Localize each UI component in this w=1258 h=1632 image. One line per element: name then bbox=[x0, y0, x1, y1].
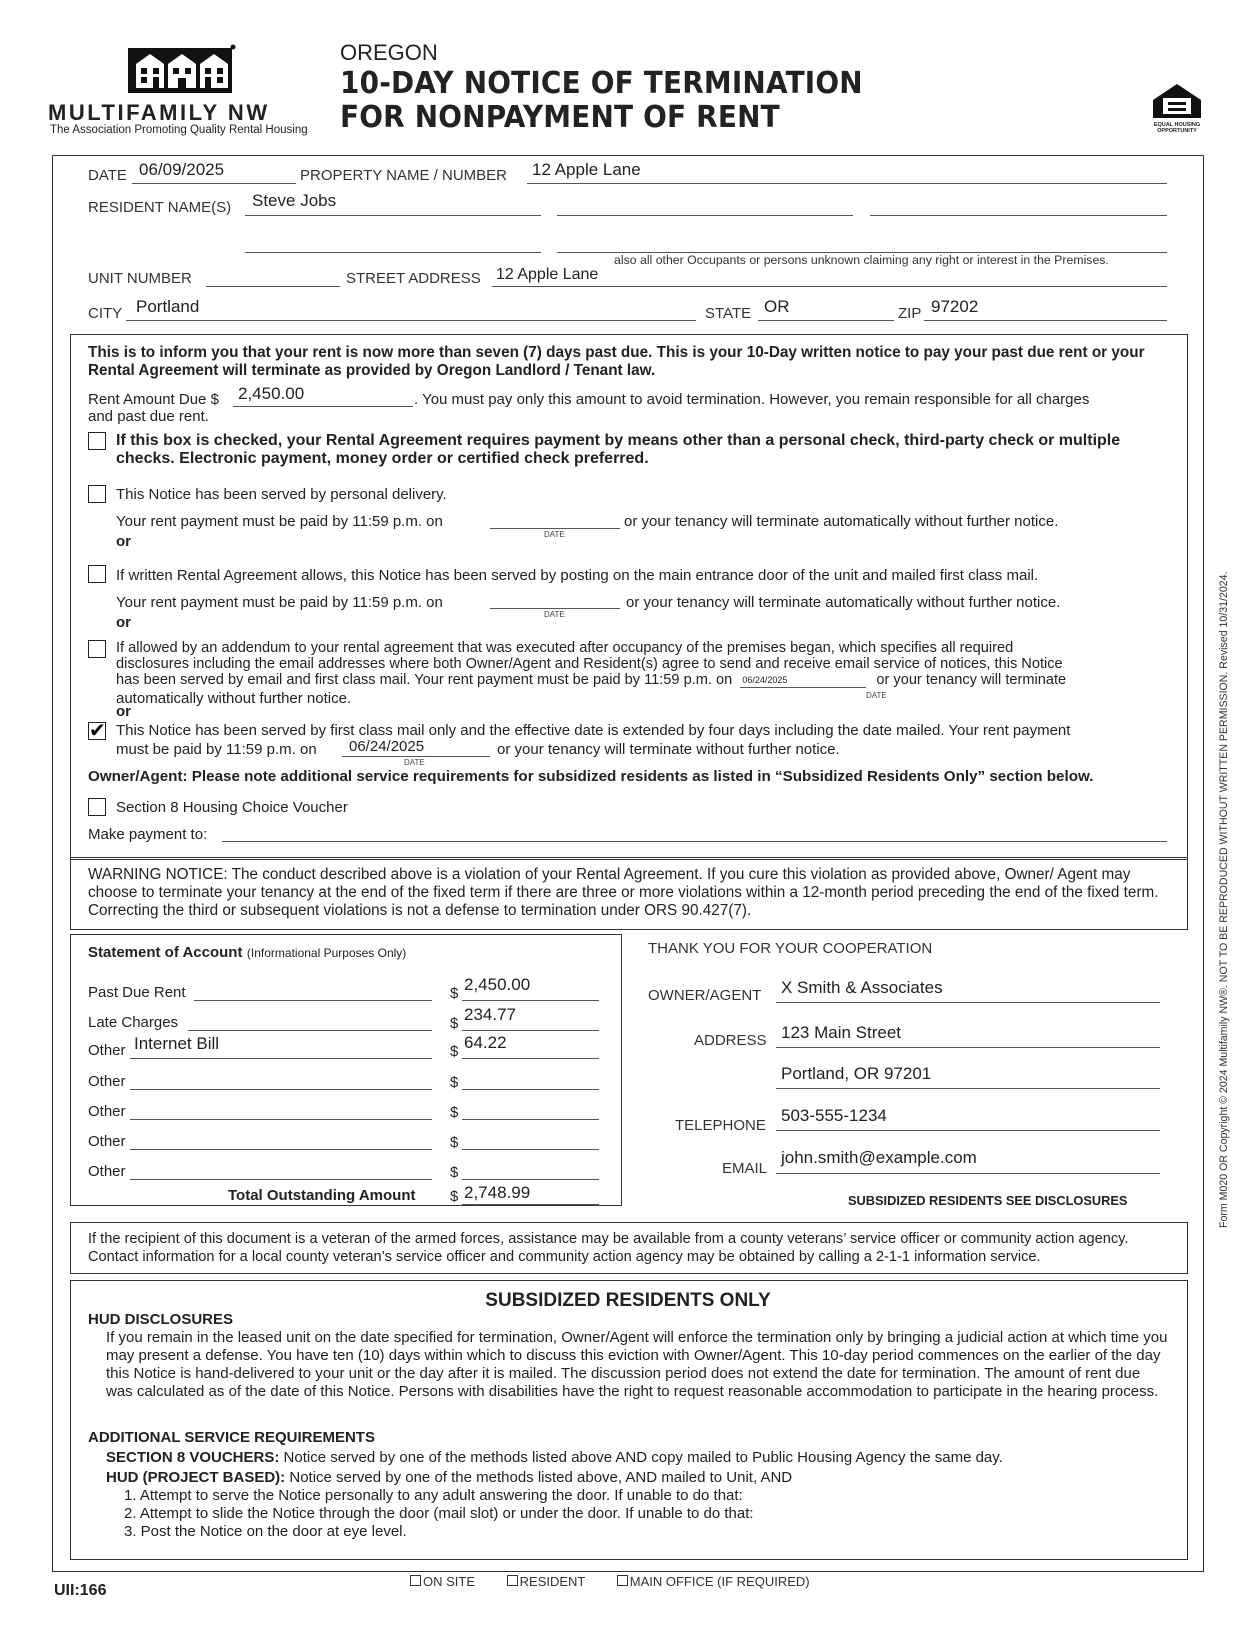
service-steps bbox=[124, 1487, 754, 1541]
address-field-2[interactable] bbox=[776, 1066, 1160, 1089]
owner-agent-field[interactable] bbox=[776, 980, 1160, 1003]
statement-row-amount: 2,450.00 bbox=[464, 975, 531, 994]
section8-requirement-text: Notice served by one of the methods listed above AND copy mailed to Public Housing Agency the same day. bbox=[283, 1449, 1003, 1466]
date-value: 06/09/2025 bbox=[139, 160, 225, 179]
email-service-checkbox[interactable] bbox=[88, 640, 106, 658]
mail-text-line1: This Notice has been served by first class mail only and the effective date is extended by four days including the date mailed. Your rent payment bbox=[116, 722, 1071, 739]
statement-row-amount-field[interactable] bbox=[462, 1005, 599, 1031]
or-3: or bbox=[116, 703, 131, 720]
logo-tagline: The Association Promoting Quality Rental Housing bbox=[50, 124, 308, 136]
address-line1: 123 Main Street bbox=[781, 1023, 902, 1042]
owner-agent-value: X Smith & Associates bbox=[781, 978, 943, 997]
telephone-value: 503-555-1234 bbox=[781, 1106, 887, 1125]
resident-option[interactable] bbox=[507, 1574, 586, 1589]
statement-row-amount-field[interactable] bbox=[462, 1033, 599, 1059]
section8-label: Section 8 Housing Choice Voucher bbox=[116, 799, 348, 816]
property-field[interactable] bbox=[527, 160, 1167, 184]
email-field[interactable] bbox=[776, 1148, 1160, 1174]
statement-row-desc-field[interactable] bbox=[130, 1101, 432, 1120]
owner-agent-label: OWNER/AGENT bbox=[648, 987, 762, 1004]
additional-service-title: ADDITIONAL SERVICE REQUIREMENTS bbox=[88, 1429, 375, 1446]
mail-date-value: 06/24/2025 bbox=[349, 738, 425, 755]
statement-row-desc-field[interactable] bbox=[130, 1034, 432, 1059]
statement-title-row bbox=[88, 944, 406, 962]
section8-requirement-label: SECTION 8 VOUCHERS: bbox=[106, 1449, 280, 1466]
statement-row-label: Past Due Rent bbox=[88, 984, 186, 1001]
mail-text-line2: must be paid by 11:59 p.m. on bbox=[116, 741, 317, 758]
first-class-mail-checkbox[interactable] bbox=[88, 722, 106, 740]
unit-field[interactable] bbox=[206, 266, 340, 287]
rent-due-label: Rent Amount Due $ bbox=[88, 391, 219, 408]
hud-disclosures-title: HUD DISCLOSURES bbox=[88, 1311, 234, 1328]
email-date-field[interactable] bbox=[740, 673, 866, 688]
statement-row-currency: $ bbox=[450, 1134, 459, 1151]
payment-method-text: If this box is checked, your Rental Agreement requires payment by means other than a personal check, third-party check or multiple checks. Electronic payment, money order or certified check preferred. bbox=[116, 432, 1121, 467]
state-value: OR bbox=[764, 297, 790, 316]
resident-field-5[interactable] bbox=[557, 232, 1167, 253]
date-label: DATE bbox=[88, 167, 127, 184]
posting-checkbox[interactable] bbox=[88, 565, 106, 583]
form-title-line2: FOR NONPAYMENT OF RENT bbox=[340, 100, 780, 135]
zip-value: 97202 bbox=[931, 297, 979, 316]
make-payment-label: Make payment to: bbox=[88, 826, 208, 843]
form-state: OREGON bbox=[340, 40, 438, 65]
statement-row-desc-field[interactable] bbox=[130, 1071, 432, 1090]
form-title-line1: 10-DAY NOTICE OF TERMINATION bbox=[340, 66, 863, 101]
logo bbox=[48, 44, 310, 140]
statement-row-amount-field[interactable] bbox=[462, 1130, 599, 1150]
address-field-1[interactable] bbox=[776, 1025, 1160, 1048]
statement-row-desc-field[interactable] bbox=[188, 1012, 432, 1031]
resident-field-4[interactable] bbox=[245, 232, 541, 253]
section8-checkbox[interactable] bbox=[88, 798, 106, 816]
service-step: 1. Attempt to serve the Notice personally to any adult answering the door. If unable to do that: bbox=[124, 1487, 743, 1504]
personal-delivery-checkbox[interactable] bbox=[88, 485, 106, 503]
resident-checkbox[interactable] bbox=[507, 1575, 518, 1586]
make-payment-field[interactable] bbox=[222, 824, 1167, 842]
subsidized-title: SUBSIDIZED RESIDENTS ONLY bbox=[485, 1290, 771, 1311]
on-site-option[interactable] bbox=[410, 1574, 475, 1589]
veteran-text: If the recipient of this document is a veteran of the armed forces, assistance may be available from a county veterans’ service officer or community action agency. Contact information for a local county veteran’s service officer and community action agency may be obtained by calling a 2-1-1 information service. bbox=[88, 1231, 1129, 1265]
service-step: 3. Post the Notice on the door at eye level. bbox=[124, 1523, 407, 1540]
form-code: UII:166 bbox=[54, 1582, 107, 1599]
statement-row-label: Other bbox=[88, 1133, 126, 1150]
statement-row-currency: $ bbox=[450, 1104, 459, 1121]
statement-row-label: Other bbox=[88, 1073, 126, 1090]
building-logo-icon bbox=[126, 44, 236, 94]
property-value: 12 Apple Lane bbox=[532, 160, 641, 179]
or-1: or bbox=[116, 533, 131, 550]
statement-row-desc-field[interactable] bbox=[194, 982, 432, 1001]
city-field[interactable] bbox=[126, 297, 696, 321]
city-label: CITY bbox=[88, 305, 123, 322]
equal-housing-icon bbox=[1149, 82, 1205, 120]
on-site-label: ON SITE bbox=[423, 1574, 476, 1589]
resident-label: RESIDENT NAME(S) bbox=[88, 199, 232, 216]
zip-field[interactable] bbox=[924, 297, 1167, 321]
personal-delivery-text: This Notice has been served by personal delivery. bbox=[116, 486, 447, 503]
statement-row-label: Other bbox=[88, 1042, 126, 1059]
rent-due-value: 2,450.00 bbox=[238, 384, 305, 403]
statement-row-amount: 234.77 bbox=[464, 1005, 516, 1024]
payment-method-checkbox[interactable] bbox=[88, 432, 106, 450]
city-value: Portland bbox=[136, 297, 200, 316]
address-label: ADDRESS bbox=[694, 1032, 767, 1049]
email-text-line4: or your tenancy will terminate bbox=[876, 672, 1067, 688]
total-currency: $ bbox=[450, 1188, 459, 1205]
state-field[interactable] bbox=[758, 297, 894, 321]
or-2: or bbox=[116, 614, 131, 631]
statement-row-label: Late Charges bbox=[88, 1014, 179, 1031]
thanks-text: THANK YOU FOR YOUR COOPERATION bbox=[648, 940, 933, 957]
statement-row-amount-field[interactable] bbox=[462, 975, 599, 1001]
email-label: EMAIL bbox=[722, 1160, 768, 1177]
statement-row-currency: $ bbox=[450, 1074, 459, 1091]
rent-due-text-2: and past due rent. bbox=[88, 408, 209, 425]
terminate-text-1: or your tenancy will terminate automatically without further notice. bbox=[624, 513, 1059, 530]
statement-row-amount-field[interactable] bbox=[462, 1160, 599, 1180]
posting-text: If written Rental Agreement allows, this Notice has been served by posting on the main entrance door of the unit and mailed first class mail. bbox=[116, 567, 1039, 584]
resident-field-2[interactable] bbox=[557, 195, 853, 216]
email-text-line1: If allowed by an addendum to your rental agreement that was executed after occupancy of the premises began, which specifies all required bbox=[116, 640, 1014, 656]
main-office-checkbox[interactable] bbox=[617, 1575, 628, 1586]
statement-row-desc: Internet Bill bbox=[134, 1034, 220, 1053]
on-site-checkbox[interactable] bbox=[410, 1575, 421, 1586]
distribution-options bbox=[410, 1574, 810, 1589]
pay-by-date-field-1[interactable] bbox=[490, 510, 620, 529]
statement-row-desc-field[interactable] bbox=[130, 1161, 432, 1180]
statement-row-amount-field[interactable] bbox=[462, 1100, 599, 1120]
terminate-text-2: or your tenancy will terminate automatically without further notice. bbox=[626, 594, 1061, 611]
rent-due-text: . You must pay only this amount to avoid termination. However, you remain responsible for all charges bbox=[414, 391, 1090, 408]
mail-date-field[interactable] bbox=[342, 738, 490, 757]
occupants-note: also all other Occupants or persons unknown claiming any right or interest in the Premises. bbox=[614, 253, 1109, 267]
statement-row-desc-field[interactable] bbox=[130, 1131, 432, 1150]
logo-name: MULTIFAMILY NW bbox=[48, 100, 270, 125]
statement-row-currency: $ bbox=[450, 1043, 459, 1060]
mail-text-line3: or your tenancy will terminate without further notice. bbox=[497, 741, 840, 758]
telephone-field[interactable] bbox=[776, 1108, 1160, 1131]
statement-title: Statement of Account bbox=[88, 944, 243, 961]
statement-subtitle: (Informational Purposes Only) bbox=[246, 946, 407, 960]
statement-row-currency: $ bbox=[450, 985, 459, 1002]
copyright-side-text: Form M020 OR Copyright © 2024 Multifamily NW®. NOT TO BE REPRODUCED WITHOUT WRITTEN PERMISSION. Revised 10/31/2024. bbox=[1218, 571, 1230, 1228]
email-text-line3-row bbox=[116, 672, 1176, 688]
main-office-label: MAIN OFFICE (IF REQUIRED) bbox=[629, 1574, 810, 1589]
rent-due-field[interactable] bbox=[233, 386, 413, 407]
email-text-line3: has been served by email and first class mail. Your rent payment must be paid by 11:59 p.m. on bbox=[116, 672, 733, 688]
street-value: 12 Apple Lane bbox=[496, 266, 599, 283]
pay-by-text-2: Your rent payment must be paid by 11:59 p.m. on bbox=[116, 594, 443, 611]
resident-field-3[interactable] bbox=[870, 195, 1167, 216]
resident-value: Steve Jobs bbox=[252, 191, 337, 210]
total-label: Total Outstanding Amount bbox=[228, 1187, 416, 1204]
resident-option-label: RESIDENT bbox=[519, 1574, 586, 1589]
owner-service-note: Owner/Agent: Please note additional service requirements for subsidized residents as listed in “Subsidized Residents Only” section below. bbox=[88, 768, 1094, 785]
total-field[interactable] bbox=[462, 1185, 599, 1205]
email-text-line5: automatically without further notice. bbox=[116, 690, 352, 707]
hud-disclosures-text: If you remain in the leased unit on the date specified for termination, Owner/Agent will enforce the termination only by bringing a judicial action at which time you may present a defense. You have ten (10) days within which to discuss this eviction with Owner/Agent. This 10-day period commences on the earlier of the day this Notice is hand-delivered to your unit or the day after it is mailed. The discussion period does not extend the date for termination. The amount of rent due was calculated as of the date of this Notice. Persons with disabilities have the right to request reasonable accommodation to participate in the hearing process. bbox=[106, 1329, 1168, 1400]
date-caption-3: DATE bbox=[866, 691, 887, 700]
pay-by-date-field-2[interactable] bbox=[490, 590, 620, 609]
state-label: STATE bbox=[705, 305, 752, 322]
statement-row-currency: $ bbox=[450, 1164, 459, 1181]
email-date-value: 06/24/2025 bbox=[742, 675, 788, 685]
address-line2: Portland, OR 97201 bbox=[781, 1064, 932, 1083]
warning-text: WARNING NOTICE: The conduct described above is a violation of your Rental Agreement. If you cure this violation as provided above, Owner/ Agent may choose to terminate your tenancy at the end of the fixed term if there are three or more violations within a 12-month period preceding the end of the fixed term. Correcting the third or subsequent violations is not a defense to termination under ORS 90.427(7). bbox=[88, 866, 1159, 919]
street-label: STREET ADDRESS bbox=[346, 270, 481, 287]
telephone-label: TELEPHONE bbox=[675, 1117, 766, 1134]
statement-row-amount: 64.22 bbox=[464, 1033, 507, 1052]
main-office-option[interactable] bbox=[617, 1574, 810, 1589]
section8-requirement bbox=[106, 1449, 1003, 1466]
notice-intro: This is to inform you that your rent is now more than seven (7) days past due. This is your 10-Day written notice to pay your past due rent or your Rental Agreement will terminate as provided by Oregon Landlord / Tenant law. bbox=[88, 344, 1145, 379]
unit-label: UNIT NUMBER bbox=[88, 270, 192, 287]
email-value: john.smith@example.com bbox=[781, 1148, 977, 1167]
hud-project-text: Notice served by one of the methods listed above, AND mailed to Unit, AND bbox=[289, 1469, 793, 1486]
date-caption-4: DATE bbox=[404, 758, 425, 767]
total-value: 2,748.99 bbox=[464, 1183, 531, 1202]
zip-label: ZIP bbox=[898, 305, 922, 322]
statement-row-amount-field[interactable] bbox=[462, 1070, 599, 1090]
email-text-line2: disclosures including the email addresses where both Owner/Agent and Resident(s) agree to send and receive email service of notices, this Notice bbox=[116, 656, 1063, 672]
date-caption-1: DATE bbox=[544, 530, 565, 539]
street-field[interactable] bbox=[492, 266, 1167, 287]
date-field[interactable] bbox=[132, 160, 296, 184]
statement-row-label: Other bbox=[88, 1103, 126, 1120]
subsidized-note: SUBSIDIZED RESIDENTS SEE DISCLOSURES bbox=[848, 1193, 1128, 1208]
email-service-text bbox=[116, 640, 1176, 688]
statement-row-label: Other bbox=[88, 1163, 126, 1180]
equal-housing-logo bbox=[1146, 82, 1208, 138]
resident-field-1[interactable] bbox=[245, 191, 541, 216]
equal-housing-text: EQUAL HOUSING OPPORTUNITY bbox=[1153, 122, 1201, 134]
property-label: PROPERTY NAME / NUMBER bbox=[300, 167, 507, 184]
hud-project-label: HUD (PROJECT BASED): bbox=[106, 1469, 286, 1486]
pay-by-text-1: Your rent payment must be paid by 11:59 p.m. on bbox=[116, 513, 443, 530]
statement-row-currency: $ bbox=[450, 1015, 459, 1032]
service-step: 2. Attempt to slide the Notice through the door (mail slot) or under the door. If unable to do that: bbox=[124, 1505, 754, 1522]
date-caption-2: DATE bbox=[544, 610, 565, 619]
hud-project-requirement bbox=[106, 1469, 792, 1486]
